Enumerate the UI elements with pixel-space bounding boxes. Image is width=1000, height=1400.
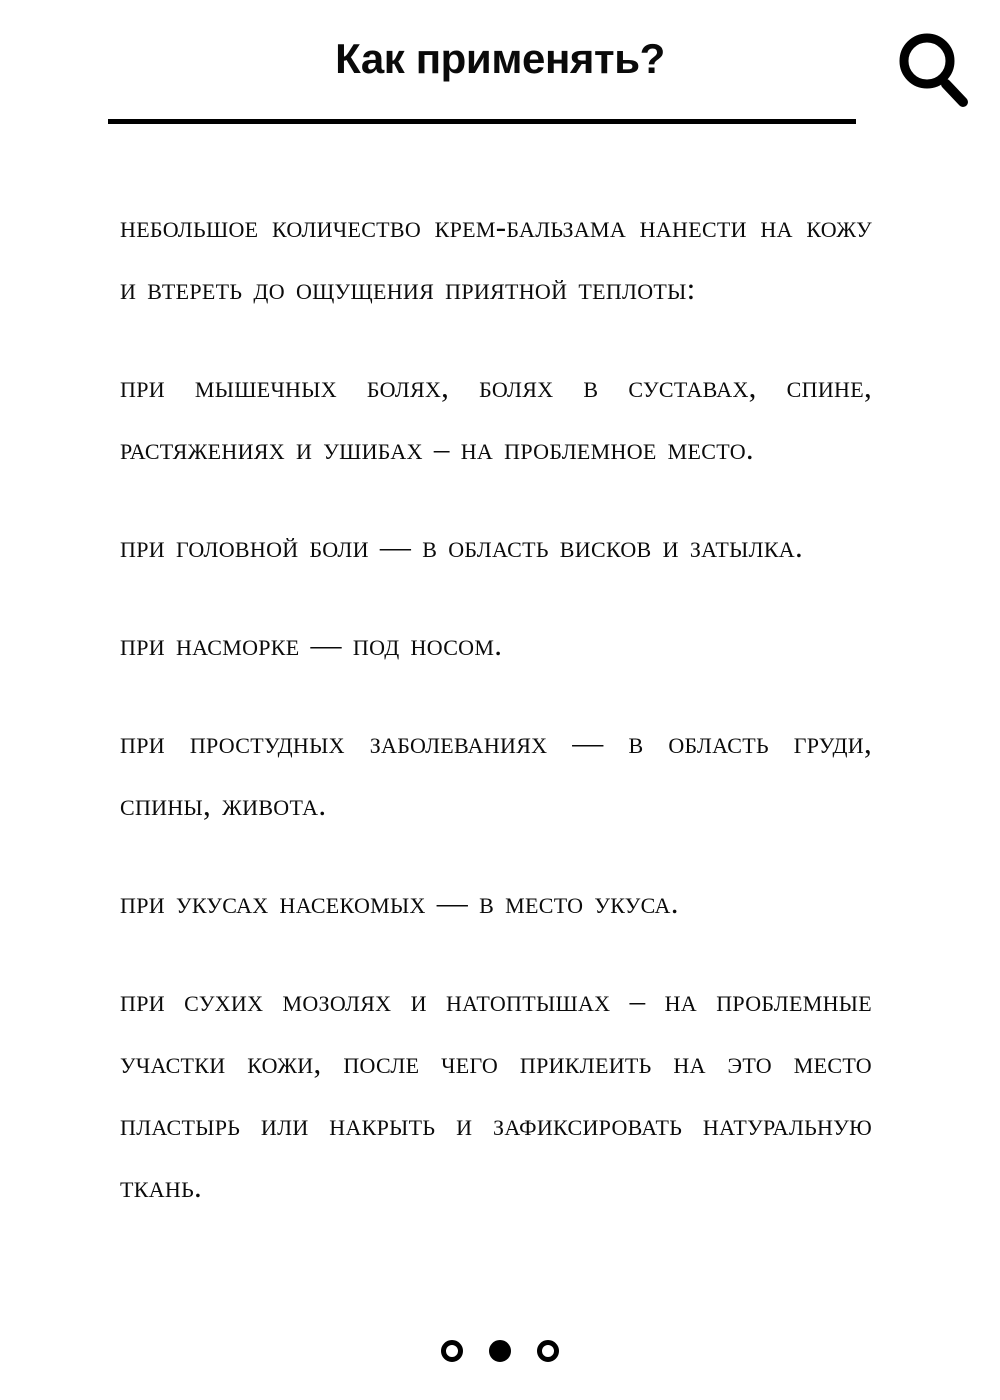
instruction-paragraph: при головной боли — в область висков и затылка. bbox=[120, 529, 804, 564]
carousel-pagination bbox=[0, 1340, 1000, 1362]
instruction-paragraph: при мышечных болях, болях в суставах, спине, растяжениях и ушибах – на проблемное место. bbox=[120, 369, 872, 466]
pagination-dot-1[interactable] bbox=[441, 1340, 463, 1362]
instruction-paragraph: при сухих мозолях и натоптышах – на проблемные участки кожи, после чего приклеить на это место пластырь или накрыть и зафиксировать натуральную ткань. bbox=[120, 983, 872, 1204]
page-title: Как применять? bbox=[335, 35, 665, 82]
instruction-paragraph: при укусах насекомых — в место укуса. bbox=[120, 885, 679, 920]
instruction-paragraph: при насморке — под носом. bbox=[120, 627, 503, 662]
instruction-paragraph: небольшое количество крем-бальзама нанести на кожу и втереть до ощущения приятной теплоты: bbox=[120, 209, 872, 306]
header bbox=[0, 0, 1000, 135]
instruction-paragraph: при простудных заболеваниях — в область груди, спины, живота. bbox=[120, 725, 872, 822]
search-button[interactable] bbox=[896, 30, 972, 108]
pagination-dot-2[interactable] bbox=[489, 1340, 511, 1362]
pagination-dot-3[interactable] bbox=[537, 1340, 559, 1362]
search-icon bbox=[896, 30, 972, 108]
header-divider bbox=[108, 119, 856, 124]
instructions-body bbox=[120, 196, 872, 1218]
